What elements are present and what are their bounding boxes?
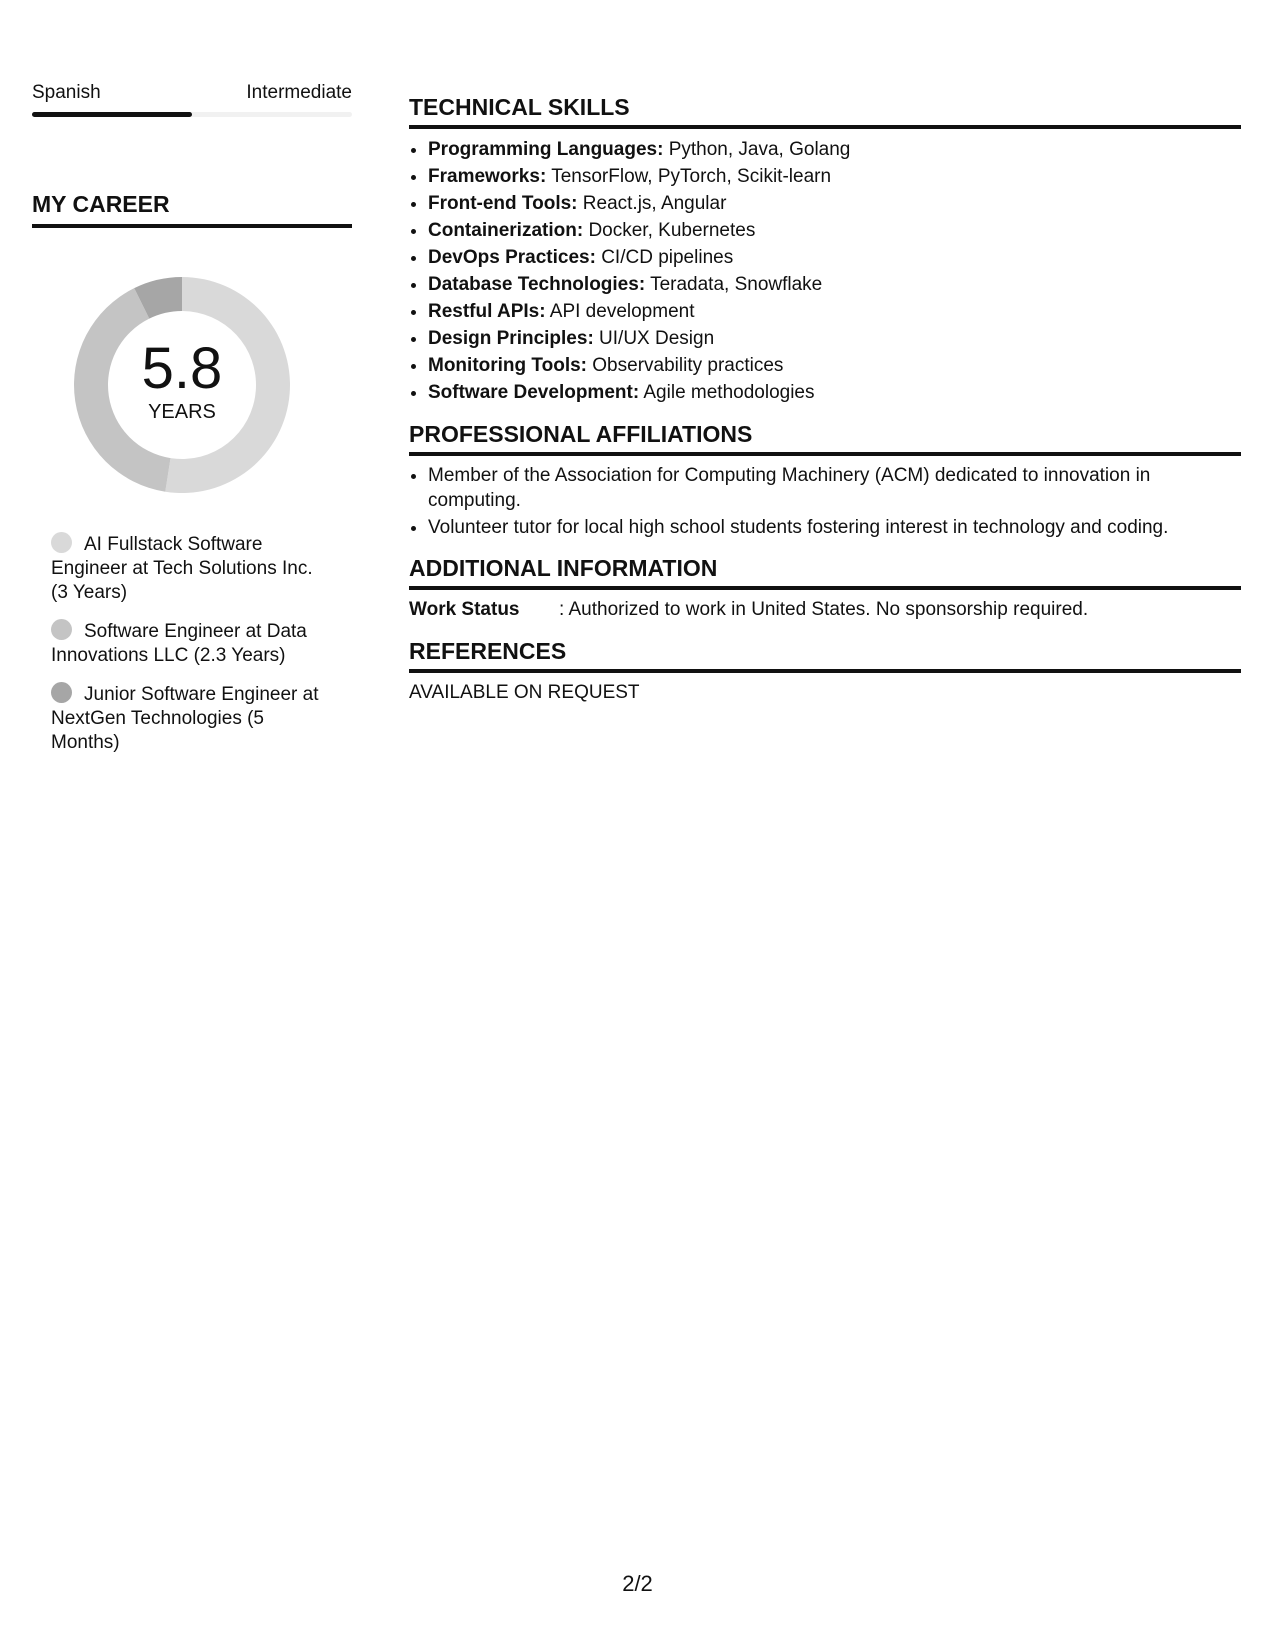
affiliations-list (409, 463, 1241, 540)
technical-skills-heading: TECHNICAL SKILLS (409, 92, 1241, 129)
skill-item (428, 163, 1241, 190)
legend-dot-icon (51, 619, 72, 640)
skill-item (428, 325, 1241, 352)
skill-item (428, 271, 1241, 298)
skill-label: Frameworks: (428, 166, 547, 187)
skill-item (428, 217, 1241, 244)
skill-item (428, 136, 1241, 163)
references-section (409, 636, 1241, 706)
skill-value: Docker, Kubernetes (583, 220, 756, 241)
skill-value: CI/CD pipelines (595, 247, 734, 268)
skill-value: API development (545, 301, 695, 322)
skill-label: Monitoring Tools: (428, 355, 587, 376)
skill-value: React.js, Angular (577, 193, 727, 214)
affiliations-heading: PROFESSIONAL AFFILIATIONS (409, 419, 1241, 456)
legend-dot-icon (51, 682, 72, 703)
language-proficiency-bar (32, 112, 352, 117)
language-level: Intermediate (246, 82, 352, 103)
affiliations-section (409, 419, 1241, 540)
skill-item (428, 379, 1241, 406)
main-content (409, 92, 1241, 719)
work-status-label: Work Status (409, 599, 520, 620)
skill-label: Database Technologies: (428, 274, 646, 295)
language-proficiency-fill (32, 112, 192, 117)
skill-label: Software Development: (428, 382, 640, 403)
work-status-row (409, 597, 1241, 623)
skill-item (428, 190, 1241, 217)
skill-value: Observability practices (587, 355, 784, 376)
work-status-value: : Authorized to work in United States. No sponsorship required. (559, 599, 1089, 620)
career-item-label: Software Engineer at Data Innovations LLC (2.3 Years) (51, 621, 307, 666)
career-heading: MY CAREER (32, 189, 352, 228)
skill-value: Agile methodologies (639, 382, 815, 403)
affiliation-item: • Volunteer tutor for local high school students fostering interest in technology and coding. (428, 515, 1241, 540)
skill-label: Containerization: (428, 220, 584, 241)
legend-dot-icon (51, 532, 72, 553)
skill-value: Python, Java, Golang (663, 139, 851, 160)
career-donut-chart (67, 270, 297, 500)
career-item (51, 619, 331, 668)
skill-item (428, 244, 1241, 271)
skill-label: Front-end Tools: (428, 193, 578, 214)
references-heading: REFERENCES (409, 636, 1241, 673)
skill-item (428, 298, 1241, 325)
affiliation-item: • Member of the Association for Computing Machinery (ACM) dedicated to innovation in computing. (428, 463, 1241, 513)
skill-item (428, 352, 1241, 379)
skill-label: Design Principles: (428, 328, 594, 349)
technical-skills-section (409, 92, 1241, 406)
language-name: Spanish (32, 82, 101, 103)
page-number: 2/2 (622, 1571, 653, 1596)
career-legend (32, 532, 331, 755)
references-text: AVAILABLE ON REQUEST (409, 682, 640, 703)
additional-info-heading: ADDITIONAL INFORMATION (409, 553, 1241, 590)
sidebar (32, 80, 352, 769)
skill-value: UI/UX Design (593, 328, 715, 349)
career-total-unit: YEARS (148, 401, 216, 423)
skill-label: Programming Languages: (428, 139, 664, 160)
language-row (32, 80, 352, 106)
donut-center (67, 270, 297, 500)
skill-value: TensorFlow, PyTorch, Scikit-learn (546, 166, 832, 187)
technical-skills-list (409, 136, 1241, 406)
skill-value: Teradata, Snowflake (645, 274, 823, 295)
career-item (51, 532, 331, 605)
skill-label: Restful APIs: (428, 301, 546, 322)
additional-info-section (409, 553, 1241, 623)
career-item-label: Junior Software Engineer at NextGen Technologies (5 Months) (51, 684, 319, 753)
career-item-label: AI Fullstack Software Engineer at Tech Solutions Inc. (3 Years) (51, 534, 313, 603)
career-total-value: 5.8 (141, 336, 223, 401)
career-item (51, 682, 331, 755)
skill-label: DevOps Practices: (428, 247, 596, 268)
